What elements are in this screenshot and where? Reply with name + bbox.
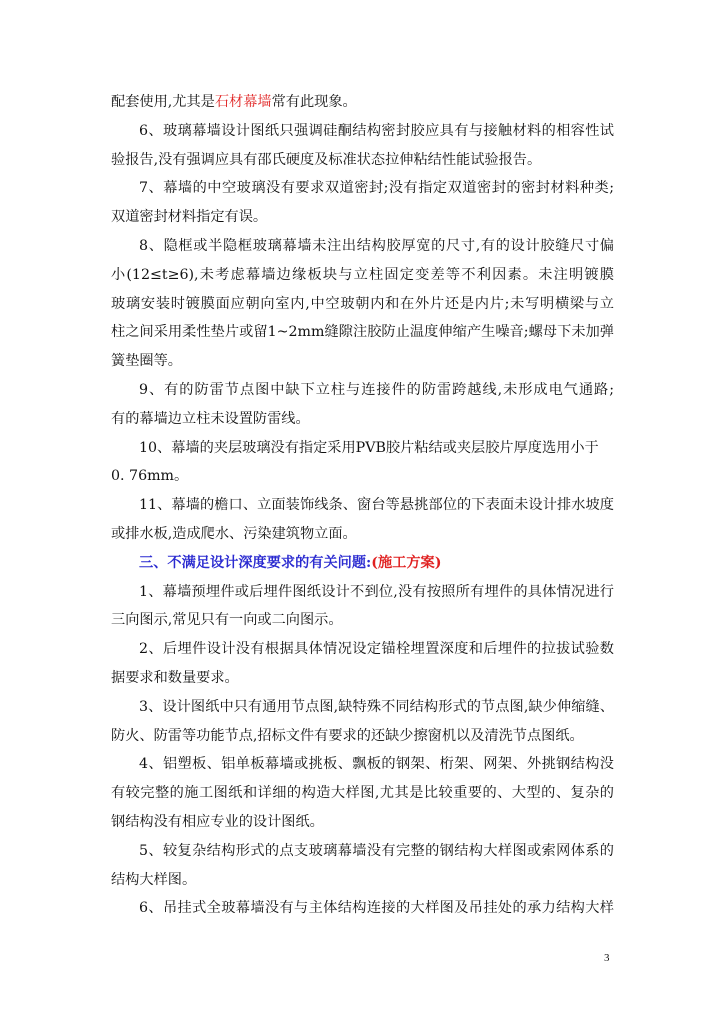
paragraph-7-line-1: 7、幕墙的中空玻璃没有要求双道密封;没有指定双道密封的密封材料种类; [139, 180, 614, 197]
section-item-3-line-2: 防火、防雷等功能节点,招标文件有要求的还缺少擦窗机以及清洗节点图纸。 [111, 727, 584, 744]
section-heading-note: (施工方案) [371, 554, 442, 571]
paragraph-6-line-1: 6、玻璃幕墙设计图纸只强调硅酮结构密封胶应具有与接触材料的相容性试 [139, 122, 614, 139]
page-number: 3 [604, 952, 610, 964]
section-heading: 三、不满足设计深度要求的有关问题:(施工方案) [139, 554, 442, 571]
paragraph-line: 配套使用,尤其是石材幕墙常有此现象。 [111, 94, 357, 110]
section-item-6-line-1: 6、吊挂式全玻幕墙没有与主体结构连接的大样图及吊挂处的承力结构大样 [139, 900, 614, 917]
paragraph-8-line-5: 簧垫圈等。 [111, 353, 182, 370]
paragraph-10-line-2: 0. 76mm。 [111, 468, 189, 485]
section-item-4-line-3: 钢结构没有相应专业的设计图纸。 [111, 813, 324, 830]
paragraph-11-line-2: 或排水板,造成爬水、污染建筑物立面。 [111, 525, 357, 542]
section-item-2-line-2: 据要求和数量要求。 [111, 669, 239, 686]
document-body [111, 88, 614, 923]
section-item-1-line-2: 三向图示,常见只有一向或二向图示。 [111, 612, 343, 629]
highlighted-text: 石材幕墙 [214, 94, 272, 110]
paragraph-9-line-2: 有的幕墙边立柱未设置防雷线。 [111, 410, 310, 427]
section-item-5-line-2: 结构大样图。 [111, 871, 197, 888]
paragraph-10-line-1: 10、幕墙的夹层玻璃没有指定采用PVB胶片粘结或夹层胶片厚度选用小于 [139, 439, 599, 456]
paragraph-8-line-4: 柱之间采用柔性垫片或留1~2mm缝隙注胶防止温度伸缩产生噪音;螺母下未加弹 [111, 324, 614, 341]
section-item-2-line-1: 2、后埋件设计没有根据具体情况设定锚栓埋置深度和后埋件的拉拔试验数 [139, 641, 614, 658]
section-item-5-line-1: 5、较复杂结构形式的点支玻璃幕墙没有完整的钢结构大样图或索网体系的 [139, 842, 614, 859]
paragraph-8-line-3: 玻璃安装时镀膜面应朝向室内,中空玻朝内和在外片还是内片;未写明横梁与立 [111, 295, 614, 312]
paragraph-9-line-1: 9、有的防雷节点图中缺下立柱与连接件的防雷跨越线,未形成电气通路; [139, 381, 614, 398]
paragraph-7-line-2: 双道密封材料指定有误。 [111, 209, 268, 226]
paragraph-8-line-2: 小(12≤t≥6),未考虑幕墙边缘板块与立柱固定变差等不利因素。未注明镀膜 [111, 266, 614, 283]
paragraph-11-line-1: 11、幕墙的檐口、立面装饰线条、窗台等悬挑部位的下表面未设计排水坡度 [139, 497, 614, 514]
section-item-4-line-2: 有较完整的施工图纸和详细的构造大样图,尤其是比较重要的、大型的、复杂的 [111, 785, 614, 802]
section-item-4-line-1: 4、铝塑板、铝单板幕墙或挑板、飘板的钢架、桁架、网架、外挑钢结构没 [139, 756, 614, 773]
paragraph-8-line-1: 8、隐框或半隐框玻璃幕墙未注出结构胶厚宽的尺寸,有的设计胶缝尺寸偏 [139, 237, 614, 254]
section-item-1-line-1: 1、幕墙预埋件或后埋件图纸设计不到位,没有按照所有埋件的具体情况进行 [139, 583, 614, 600]
section-item-3-line-1: 3、设计图纸中只有通用节点图,缺特殊不同结构形式的节点图,缺少伸缩缝、 [139, 698, 614, 715]
paragraph-6-line-2: 验报告,没有强调应具有邵氏硬度及标准状态拉伸粘结性能试验报告。 [111, 151, 542, 168]
